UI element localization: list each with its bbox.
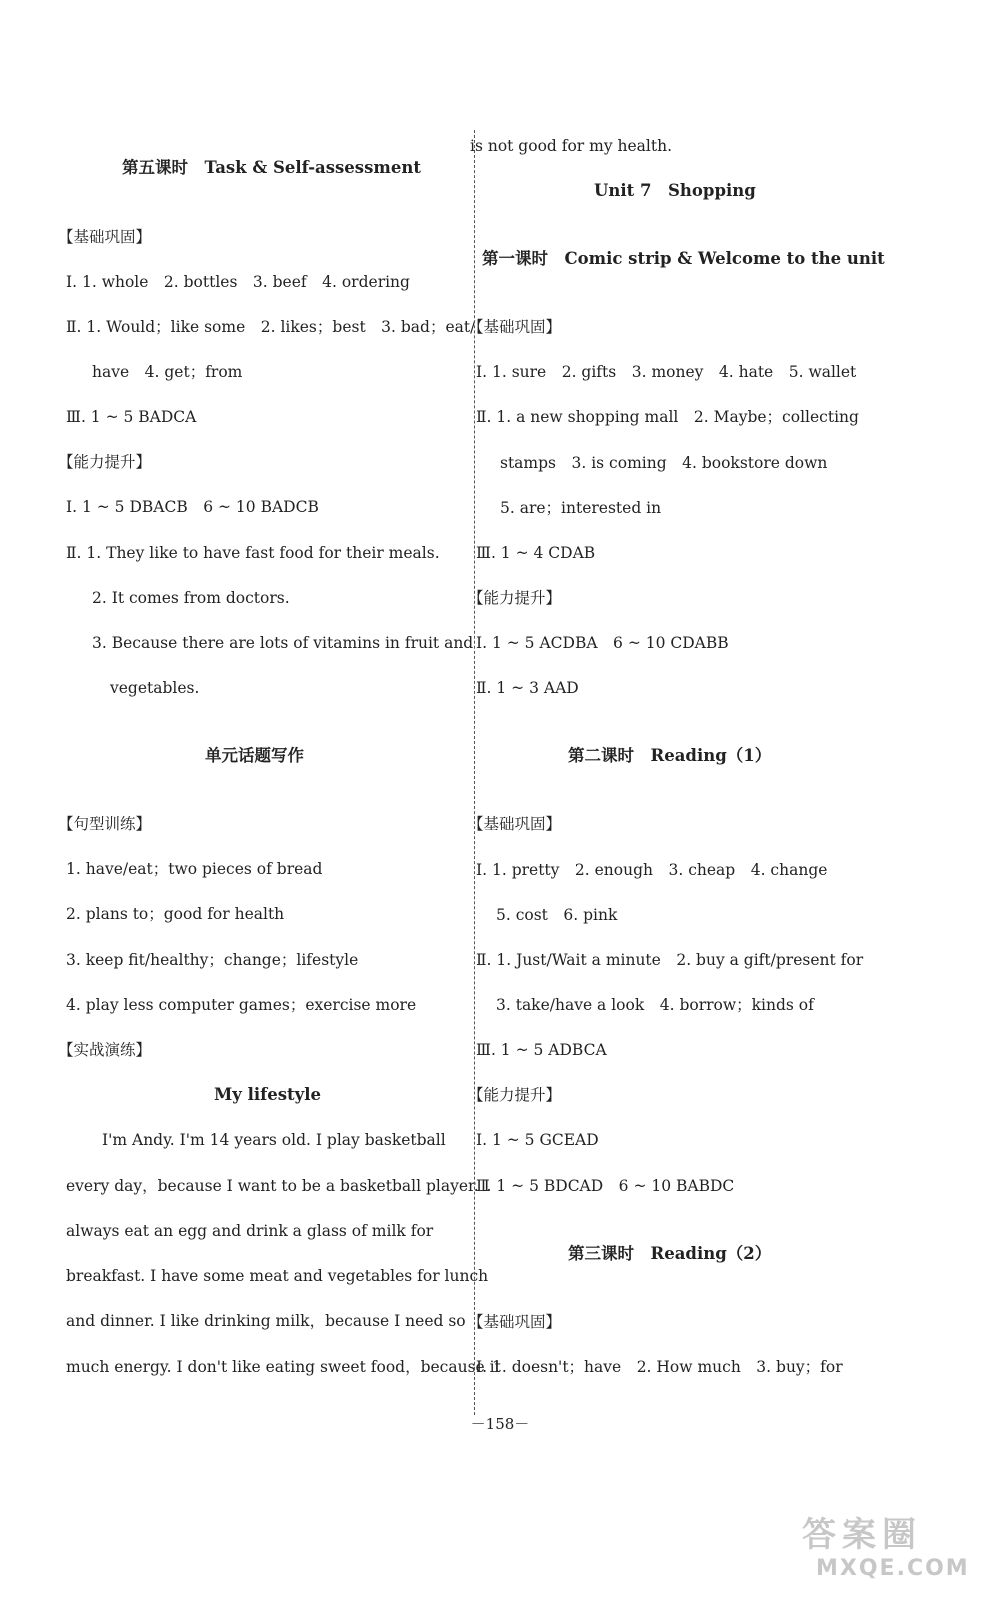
essay-line: much energy. I don't like eating sweet food，because it (66, 1358, 501, 1376)
answer-line: have 4. get；from (92, 363, 243, 381)
answer-line: 3. take/have a look 4. borrow；kinds of (496, 996, 814, 1014)
answer-line: Ⅰ. 1. whole 2. bottles 3. beef 4. ordering (66, 273, 410, 291)
section-pattern: 【句型训练】 (58, 815, 152, 833)
answer-line: 5. are；interested in (500, 499, 662, 517)
essay-title: My lifestyle (214, 1085, 321, 1104)
answer-line: stamps 3. is coming 4. bookstore down (500, 454, 828, 472)
answer-line: Ⅱ. 1 ~ 3 AAD (476, 679, 579, 697)
answer-line: Ⅱ. 1 ~ 5 BDCAD 6 ~ 10 BABDC (476, 1177, 735, 1195)
section-ability: 【能力提升】 (468, 589, 562, 607)
answer-line: 3. keep fit/healthy；change；lifestyle (66, 951, 359, 969)
answer-line: Ⅰ. 1. pretty 2. enough 3. cheap 4. change (476, 861, 828, 879)
page-number: －158－ (470, 1415, 530, 1433)
answer-line: 3. Because there are lots of vitamins in fruit and (92, 634, 474, 652)
answer-line: Ⅰ. 1 ~ 5 GCEAD (476, 1131, 599, 1149)
section-practice: 【实战演练】 (58, 1041, 152, 1059)
answer-line: Ⅱ. 1. a new shopping mall 2. Maybe；collecting (476, 408, 859, 426)
answer-line: Ⅰ. 1 ~ 5 DBACB 6 ~ 10 BADCB (66, 498, 319, 516)
essay-line: always eat an egg and drink a glass of milk for (66, 1222, 434, 1240)
essay-line: breakfast. I have some meat and vegetables for lunch (66, 1267, 489, 1285)
writing-title: 单元话题写作 (205, 746, 304, 765)
watermark-text: 答案圈 (802, 1515, 922, 1555)
answer-line: Ⅱ. 1. Would；like some 2. likes；best 3. bad；eat/ (66, 318, 476, 336)
answer-line: Ⅱ. 1. They like to have fast food for their meals. (66, 544, 440, 562)
answer-line: Ⅰ. 1. doesn't；have 2. How much 3. buy；for (476, 1358, 843, 1376)
answer-line: 5. cost 6. pink (496, 906, 618, 924)
lesson1-title: 第一课时 Comic strip & Welcome to the unit (482, 249, 885, 268)
essay-line: I'm Andy. I'm 14 years old. I play basketball (102, 1131, 446, 1149)
answer-line: 2. It comes from doctors. (92, 589, 290, 607)
section-basic: 【基础巩固】 (468, 815, 562, 833)
answer-line: Ⅲ. 1 ~ 5 ADBCA (476, 1041, 607, 1059)
watermark-url: MXQE.COM (816, 1556, 970, 1581)
lesson2-title: 第二课时 Reading（1） (568, 746, 772, 765)
answer-line: Ⅲ. 1 ~ 4 CDAB (476, 544, 596, 562)
section-basic: 【基础巩固】 (468, 1313, 562, 1331)
essay-line: and dinner. I like drinking milk，because I need so (66, 1312, 466, 1330)
section-basic: 【基础巩固】 (468, 318, 562, 336)
essay-line: is not good for my health. (470, 137, 673, 155)
essay-line: every day，because I want to be a basketball player. I (66, 1177, 490, 1195)
answer-line: 4. play less computer games；exercise more (66, 996, 417, 1014)
unit-title: Unit 7 Shopping (594, 181, 756, 200)
answer-line: 2. plans to；good for health (66, 905, 285, 923)
answer-line: Ⅰ. 1 ~ 5 ACDBA 6 ~ 10 CDABB (476, 634, 729, 652)
answer-line: 1. have/eat；two pieces of bread (66, 860, 323, 878)
lesson3-title: 第三课时 Reading（2） (568, 1244, 772, 1263)
section-ability: 【能力提升】 (468, 1086, 562, 1104)
section-basic: 【基础巩固】 (58, 228, 152, 246)
watermark-logo (802, 1516, 982, 1586)
lesson5-title: 第五课时 Task & Self-assessment (122, 158, 421, 177)
answer-line: Ⅰ. 1. sure 2. gifts 3. money 4. hate 5. wallet (476, 363, 857, 381)
answer-line: Ⅲ. 1 ~ 5 BADCA (66, 408, 197, 426)
section-ability: 【能力提升】 (58, 453, 152, 471)
answer-line: Ⅱ. 1. Just/Wait a minute 2. buy a gift/present for (476, 951, 864, 969)
answer-line: vegetables. (110, 679, 200, 697)
